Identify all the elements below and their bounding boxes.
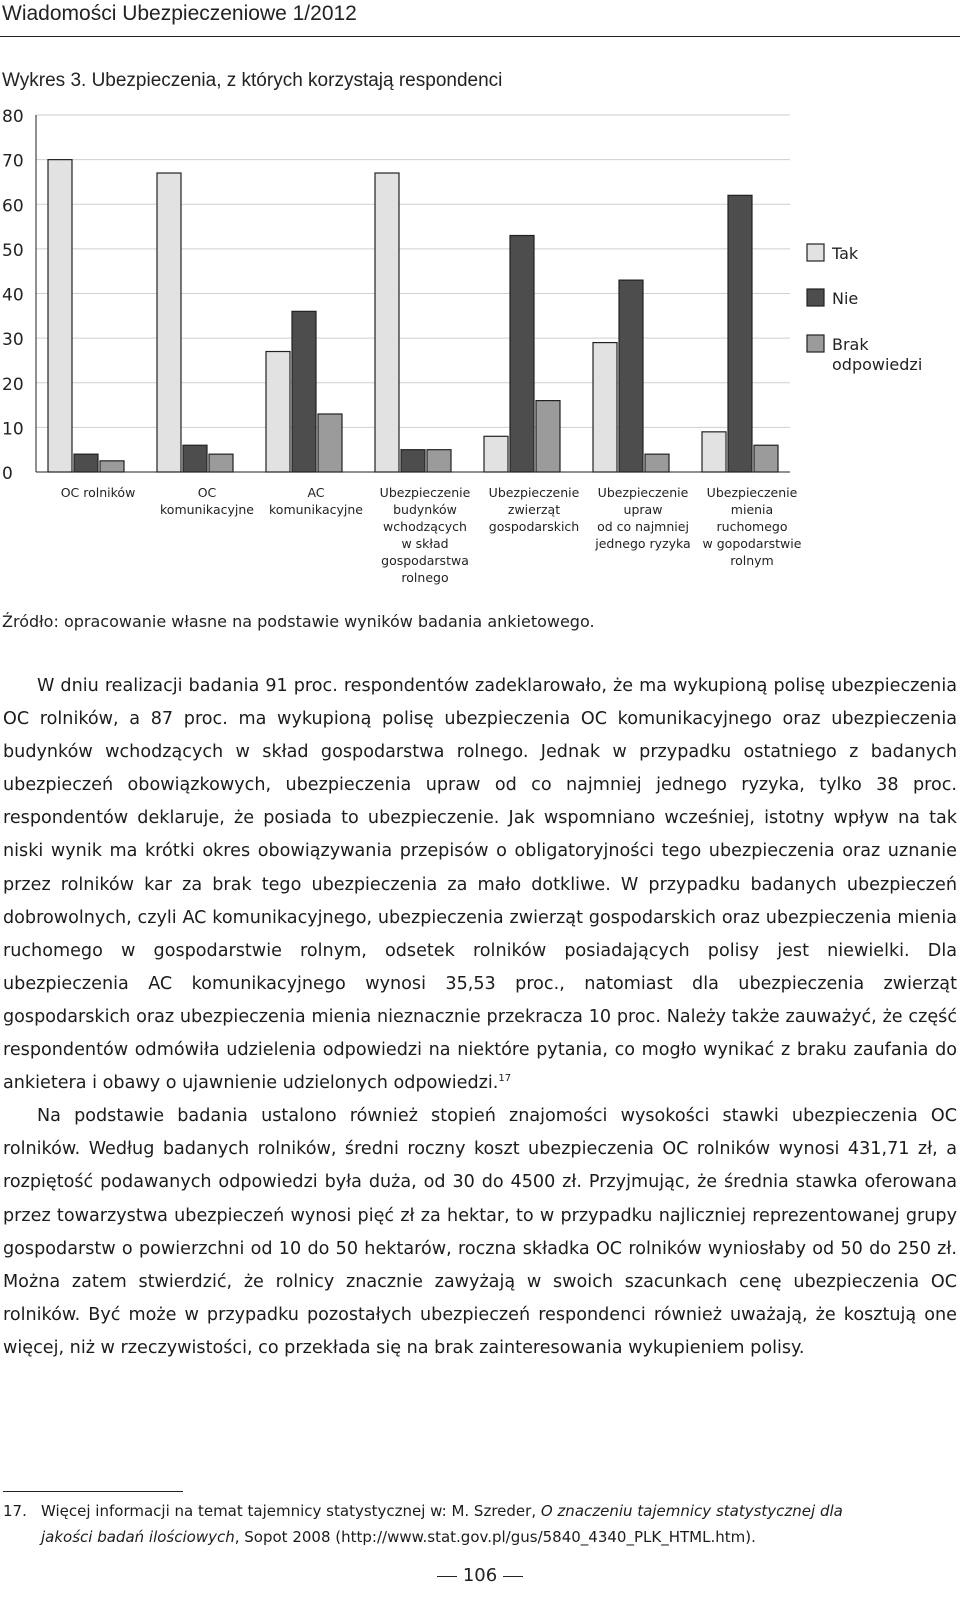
x-category-label: zwierząt — [507, 502, 561, 517]
x-category-label: Ubezpieczenie — [379, 485, 471, 500]
bar-brak — [209, 454, 233, 472]
bar-tak — [484, 436, 508, 472]
journal-header: Wiadomości Ubezpieczeniowe 1/2012 — [2, 2, 357, 25]
page-number-dash-right — [503, 1576, 523, 1577]
bar-chart — [0, 100, 960, 600]
footnote-divider — [3, 1491, 183, 1492]
bar-tak — [266, 352, 290, 472]
legend-label: Brak — [832, 335, 869, 354]
y-tick-label: 60 — [2, 196, 24, 217]
bar-tak — [702, 432, 726, 472]
bar-nie — [401, 450, 425, 472]
x-category-label: OC rolników — [60, 485, 136, 500]
page-number-dash-left — [437, 1576, 457, 1577]
header-divider — [0, 36, 960, 37]
bar-nie — [183, 445, 207, 472]
bar-tak — [157, 173, 181, 472]
x-category-label: rolnym — [730, 553, 774, 568]
paragraph-2: Na podstawie badania ustalono również stopień znajomości wysokości stawki ubezpieczenia OC rolników. Według badanych rolników, średni roczny koszt ubezpieczenia OC rolników wynosi 431,71 zł, a rozpiętość podawanych odpowiedzi była duża, od 30 do 4500 zł. Przyjmując, że średnia stawka oferowana przez towarzystwa ubezpieczeń wynosi pięć zł za hektar, to w przypadku najliczniej reprezentowanej grupy gospodarstw o powierzchni od 10 do 50 hektarów, roczna składka OC rolników wyniosłaby od 50 do 250 zł. Można zatem stwierdzić, że rolnicy znacznie zawyżają w swoich szacunkach cenę ubezpieczenia OC rolników. Być może w przypadku pozostałych ubezpieczeń respondenci również uważają, że kosztują one więcej, niż w rzeczywistości, co przekłada się na brak zainteresowania wykupieniem polisy. — [3, 1106, 957, 1358]
footnote-text-before: Więcej informacji na temat tajemnicy statystycznej w: M. Szreder, — [41, 1502, 541, 1520]
x-category-label: jednego ryzyka — [595, 536, 691, 551]
legend-swatch-tak — [807, 244, 824, 261]
paragraph-1-text: W dniu realizacji badania 91 proc. respondentów zadeklarowało, że ma wykupioną polisę ubezpieczenia OC rolników, a 87 proc. ma wykupioną polisę ubezpieczenia OC komunikacyjnego oraz ubezpieczenia budynków wchodzących w skład gospodarstwa rolnego. Jednak w przypadku ostatniego z badanych ubezpieczeń obowiązkowych, ubezpieczenia upraw od co najmniej jednego ryzyka, tylko 38 proc. respondentów deklaruje, że posiada to ubezpieczenie. Jak wspomniano wcześniej, istotny wpływ na tak niski wynik ma krótki okres obowiązywania przepisów o obligatoryjności tego ubezpieczenia oraz uznanie przez rolników kar za brak tego ubezpieczenia za mało dotkliwe. W przypadku badanych ubezpieczeń dobrowolnych, czyli AC komunikacyjnego, ubezpieczenia zwierząt gospodarskich oraz ubezpieczenia mienia ruchomego w gospodarstwie rolnym, odsetek rolników posiadających polisy jest niewielki. Dla ubezpieczenia AC komunikacyjnego wynosi 35,53 proc., natomiast dla ubezpieczenia zwierząt gospodarskich oraz ubezpieczenia mienia nieznacznie przekracza 10 proc. Należy także zauważyć, że część respondentów odmówiła udzielenia odpowiedzi na niektóre pytania, co mogło wynikać z braku zaufania do ankietera i obawy o ujawnienie udzielonych odpowiedzi. — [3, 676, 957, 1094]
x-category-label: upraw — [623, 502, 663, 517]
y-tick-label: 40 — [2, 285, 24, 306]
footnote-ref: 17 — [498, 1073, 512, 1085]
y-tick-label: 20 — [2, 374, 24, 395]
legend-label: Nie — [832, 289, 859, 308]
x-category-label: Ubezpieczenie — [597, 485, 689, 500]
y-tick-label: 30 — [2, 330, 24, 351]
page-number — [0, 1565, 960, 1586]
footnote — [3, 1498, 957, 1550]
y-tick-label: 80 — [2, 107, 24, 127]
x-category-label: budynków — [393, 502, 457, 517]
x-category-label: rolnego — [401, 570, 449, 585]
x-category-label: AC — [307, 485, 325, 500]
article-body — [3, 670, 957, 1365]
bar-brak — [100, 461, 124, 472]
footnote-line-2 — [3, 1524, 957, 1550]
legend-label: Tak — [832, 244, 859, 263]
y-tick-label: 50 — [2, 240, 24, 261]
bar-brak — [754, 445, 778, 472]
bar-nie — [728, 195, 752, 472]
x-category-label: Ubezpieczenie — [488, 485, 580, 500]
y-tick-label: 70 — [2, 151, 24, 172]
bar-brak — [318, 414, 342, 472]
legend-swatch-nie — [807, 289, 824, 306]
x-category-label: w skład — [401, 536, 449, 551]
bar-nie — [292, 311, 316, 472]
footnote-number: 17. — [3, 1502, 27, 1520]
bar-nie — [74, 454, 98, 472]
x-category-label: wchodzących — [383, 519, 467, 534]
footnote-line-1 — [3, 1498, 957, 1524]
bar-brak — [645, 454, 669, 472]
x-category-label: mienia — [730, 502, 774, 517]
bar-tak — [48, 160, 72, 472]
paragraph-1 — [3, 670, 957, 1100]
x-category-label: gospodarstwa — [381, 553, 469, 568]
bar-nie — [619, 280, 643, 472]
x-category-label: od co najmniej — [597, 519, 689, 534]
x-category-label: w gopodarstwie — [702, 536, 802, 551]
x-category-label: Ubezpieczenie — [706, 485, 798, 500]
y-tick-label: 10 — [2, 419, 24, 440]
y-tick-label: 0 — [2, 464, 13, 484]
bar-brak — [536, 401, 560, 472]
bar-nie — [510, 235, 534, 472]
footnote-title-part-1: O znaczeniu tajemnicy statystycznej dla — [540, 1502, 843, 1520]
bar-tak — [375, 173, 399, 472]
page-number-text: 106 — [462, 1565, 498, 1586]
bar-tak — [593, 343, 617, 472]
legend-swatch-brak — [807, 335, 824, 352]
x-category-label: ruchomego — [716, 519, 788, 534]
footnote-title-part-2: jakości badań ilościowych — [41, 1528, 235, 1546]
x-category-label: gospodarskich — [488, 519, 580, 534]
legend-label: odpowiedzi — [832, 355, 923, 374]
x-category-label: komunikacyjne — [269, 502, 363, 517]
chart-title: Wykres 3. Ubezpieczenia, z których korzystają respondenci — [2, 70, 503, 91]
x-category-label: OC — [197, 485, 217, 500]
chart-source: Źródło: opracowanie własne na podstawie wyników badania ankietowego. — [2, 612, 595, 631]
bar-brak — [427, 450, 451, 472]
footnote-text-after: , Sopot 2008 (http://www.stat.gov.pl/gus/5840_4340_PLK_HTML.htm). — [234, 1528, 756, 1546]
x-category-label: komunikacyjne — [160, 502, 254, 517]
